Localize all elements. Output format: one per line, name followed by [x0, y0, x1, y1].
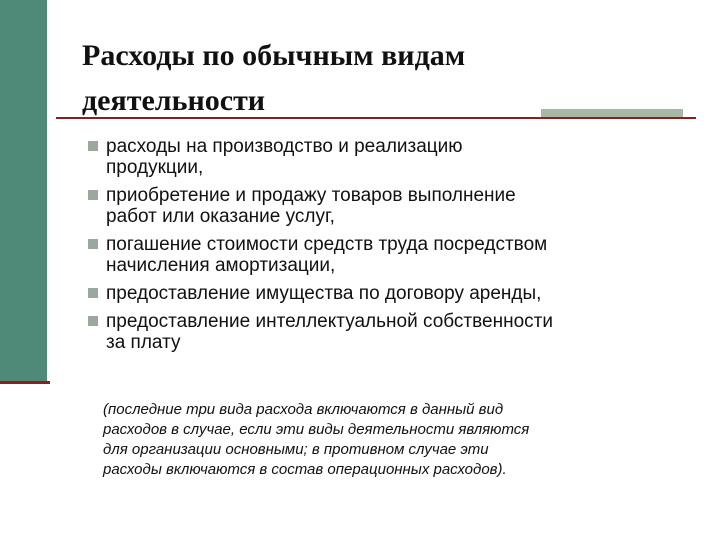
footnote: [103, 400, 693, 480]
bullet-text-line: начисления амортизации,: [106, 255, 336, 276]
title-accent-bar: [541, 109, 683, 117]
bullet-text-line: продукции,: [106, 157, 204, 178]
footnote-line: расходов в случае, если эти виды деятельности являются: [103, 421, 530, 438]
side-decor-bar: [0, 0, 47, 383]
bullet-item: [88, 136, 688, 178]
bullet-text-line: работ или оказание услуг,: [106, 206, 335, 227]
bullet-item: [88, 185, 688, 227]
side-decor-rule: [0, 381, 50, 384]
footnote-line: для организации основными; в противном случае эти: [103, 441, 489, 458]
title-divider: [56, 117, 696, 119]
bullet-text-line: предоставление интеллектуальной собственности: [106, 311, 553, 332]
bullet-item: [88, 311, 688, 353]
bullet-text-line: погашение стоимости средств труда посредством: [106, 234, 548, 255]
footnote-line: расходы включаются в состав операционных расходов).: [103, 461, 507, 478]
square-bullet-icon: [88, 239, 98, 249]
bullet-item: [88, 234, 688, 276]
title-line-2: деятельности: [82, 84, 266, 117]
square-bullet-icon: [88, 190, 98, 200]
bullet-text-line: расходы на производство и реализацию: [106, 136, 463, 157]
square-bullet-icon: [88, 141, 98, 151]
title-line-1: Расходы по обычным видам: [82, 39, 466, 72]
square-bullet-icon: [88, 288, 98, 298]
bullet-list: [88, 136, 688, 360]
bullet-text-line: приобретение и продажу товаров выполнение: [106, 185, 516, 206]
footnote-line: (последние три вида расхода включаются в данный вид: [103, 401, 504, 418]
square-bullet-icon: [88, 316, 98, 326]
bullet-text-line: за плату: [106, 332, 181, 353]
bullet-text-line: предоставление имущества по договору аренды,: [106, 283, 542, 304]
bullet-item: [88, 283, 688, 304]
